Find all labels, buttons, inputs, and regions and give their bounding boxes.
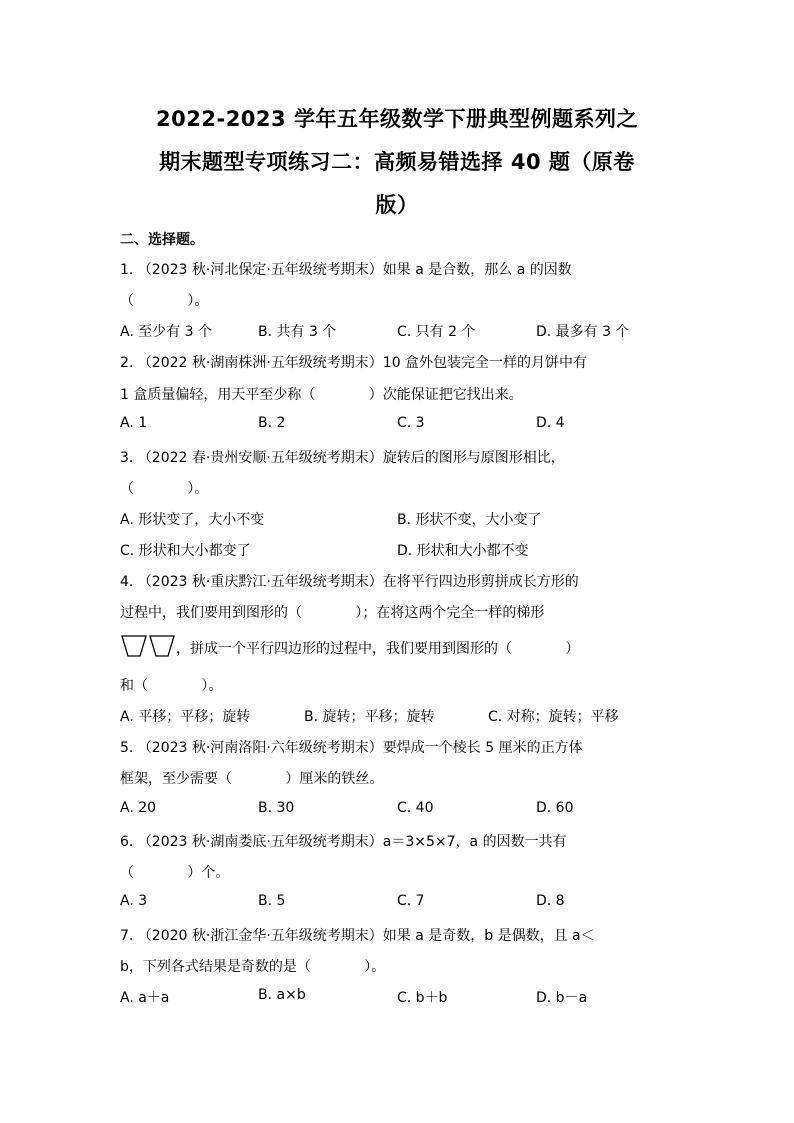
option-a: A. 至少有 3 个 xyxy=(120,324,213,340)
option-d: D. b－a xyxy=(536,990,588,1006)
question-text-line: 1 盒质量偏轻，用天平至少称（ ）次能保证把它找出来。 xyxy=(120,387,523,403)
question-text-line: 4. （2023 秋·重庆黔江·五年级统考期末）在将平行四边形剪拼成长方形的 xyxy=(120,574,579,590)
option-b: B. a×b xyxy=(258,987,306,1003)
option-d: D. 8 xyxy=(536,893,565,909)
option-d: D. 形状和大小都不变 xyxy=(397,543,529,559)
option-d: D. 最多有 3 个 xyxy=(536,324,630,340)
question-text-line: 5. （2023 秋·河南洛阳·六年级统考期末）要焊成一个棱长 5 厘米的正方体 xyxy=(120,740,583,756)
option-c: C. 只有 2 个 xyxy=(397,324,476,340)
option-c: C. b＋b xyxy=(397,990,448,1006)
option-d: D. 4 xyxy=(536,415,565,431)
option-b: B. 形状不变，大小变了 xyxy=(397,512,542,528)
question-text-line: （ ）。 xyxy=(120,481,209,497)
title-line-3: 版） xyxy=(375,193,419,217)
option-a: A. 1 xyxy=(120,415,148,431)
question-text-line: 6. （2023 秋·湖南娄底·五年级统考期末）a＝3×5×7，a 的因数一共有 xyxy=(120,834,567,850)
option-b: B. 30 xyxy=(258,800,295,816)
trapezoid-pair-figure xyxy=(120,632,176,660)
option-b: B. 5 xyxy=(258,893,286,909)
option-c: C. 对称；旋转；平移 xyxy=(488,709,619,725)
option-b: B. 旋转；平移；旋转 xyxy=(304,709,435,725)
question-text-line: 过程中，我们要用到图形的（ ）；在将这两个完全一样的梯形 xyxy=(120,605,545,621)
option-d: D. 60 xyxy=(536,800,574,816)
question-text-line: 3. （2022 春·贵州安顺·五年级统考期末）旋转后的图形与原图形相比， xyxy=(120,450,565,466)
option-a: A. 平移；平移；旋转 xyxy=(120,709,251,725)
option-a: A. 3 xyxy=(120,893,148,909)
question-text-line: （ ）个。 xyxy=(120,865,230,881)
option-c: C. 3 xyxy=(397,415,425,431)
option-b: B. 2 xyxy=(258,415,286,431)
option-c: C. 7 xyxy=(397,893,425,909)
question-text-line: b，下列各式结果是奇数的是（ ）。 xyxy=(120,959,386,975)
question-text-line: 2. （2022 秋·湖南株洲·五年级统考期末）10 盒外包装完全一样的月饼中有 xyxy=(120,355,588,371)
section-heading: 二、选择题。 xyxy=(120,232,204,248)
question-text-line: 和（ ）。 xyxy=(120,678,223,694)
option-a: A. a＋a xyxy=(120,990,170,1006)
option-c: C. 形状和大小都变了 xyxy=(120,543,251,559)
option-b: B. 共有 3 个 xyxy=(258,324,337,340)
question-text-line: ，拼成一个平行四边形的过程中，我们要用到图形的（ ） xyxy=(176,641,580,657)
question-text-line: 1. （2023 秋·河北保定·五年级统考期末）如果 a 是合数，那么 a 的因数 xyxy=(120,262,572,278)
option-c: C. 40 xyxy=(397,800,434,816)
question-text-line: （ ）。 xyxy=(120,293,209,309)
question-text-line: 框架，至少需要（ ）厘米的铁丝。 xyxy=(120,771,384,787)
option-a: A. 形状变了，大小不变 xyxy=(120,512,265,528)
title-line-2: 期末题型专项练习二：高频易错选择 40 题（原卷 xyxy=(159,150,635,174)
title-line-1: 2022-2023 学年五年级数学下册典型例题系列之 xyxy=(156,107,638,131)
question-text-line: 7. （2020 秋·浙江金华·五年级统考期末）如果 a 是奇数，b 是偶数，且 a＜ xyxy=(120,928,595,944)
option-a: A. 20 xyxy=(120,800,157,816)
